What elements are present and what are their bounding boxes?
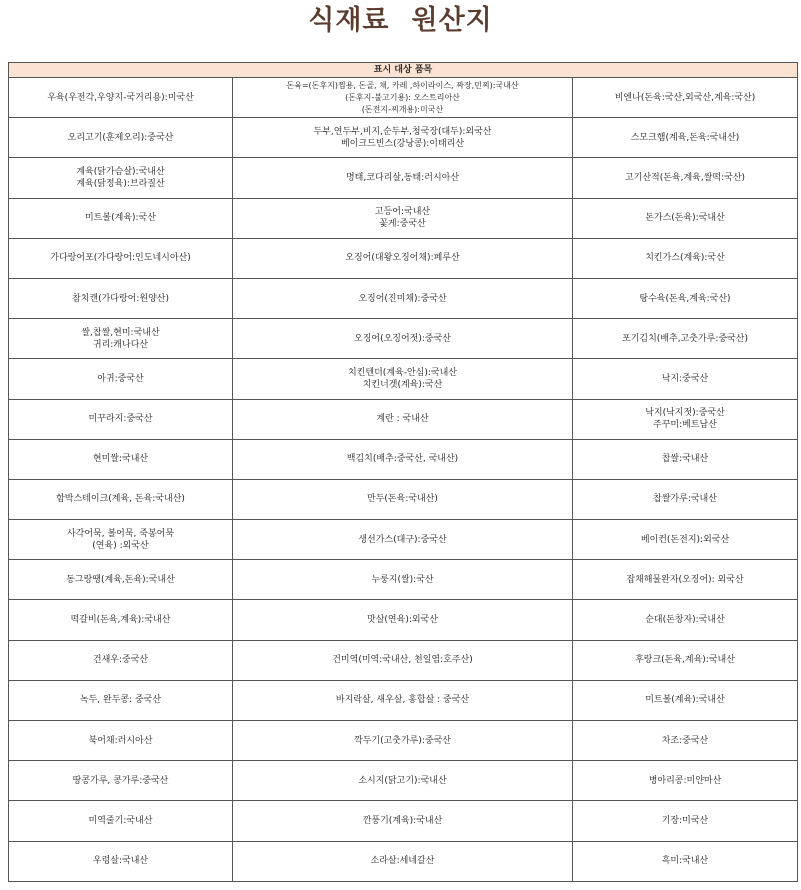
cell-text-line: 맛살(연육):외국산 — [367, 615, 438, 626]
table-cell — [573, 439, 798, 479]
table-cell — [573, 680, 798, 720]
table-cell — [233, 319, 573, 359]
cell-text-line: 떡갈비(돈육,계육):국내산 — [70, 615, 171, 626]
cell-text-line: 치킨텐더(계육-안심):국내산 — [348, 367, 457, 378]
cell-text-line: 건미역(미역:국내산, 천일염:호주산) — [332, 655, 473, 666]
table-row — [9, 721, 798, 761]
table-row — [9, 560, 798, 600]
cell-text-line: 계란 : 국내산 — [376, 414, 429, 425]
cell-text-line: 깍두기(고춧가루):중국산 — [354, 735, 451, 746]
cell-text-line: 오징어(진미채):중국산 — [358, 293, 447, 304]
table-cell — [233, 680, 573, 720]
cell-text-line: (돈후지-불고기용): 오스트리아산 — [345, 92, 460, 102]
table-row — [9, 801, 798, 841]
cell-text-line: 우육(우전각,우양지-국거리용):미국산 — [47, 92, 194, 103]
table-cell — [573, 399, 798, 439]
cell-text-line: 낙지(낙지젓):중국산 — [645, 408, 725, 419]
table-cell — [9, 560, 233, 600]
cell-text-line: 땅콩가루, 콩가루:중국산 — [72, 775, 169, 786]
table-cell — [9, 319, 233, 359]
cell-text-line: 오징어(오징어젓):중국산 — [354, 333, 451, 344]
cell-text-line: 함박스테이크(계육, 돈육:국내산) — [56, 494, 185, 505]
table-row — [9, 841, 798, 881]
table-cell — [9, 238, 233, 278]
cell-text-line: 비엔나(돈육:국산,외국산,계육:국산) — [614, 92, 756, 103]
table-cell — [233, 238, 573, 278]
table-cell — [573, 560, 798, 600]
cell-text-line: 미역줄기:국내산 — [88, 815, 153, 826]
table-cell — [573, 801, 798, 841]
table-cell — [9, 198, 233, 238]
table-cell — [233, 78, 573, 118]
table-row — [9, 238, 798, 278]
cell-text-line: (돈전지-찌개용):미국산 — [361, 104, 444, 114]
table-cell — [233, 399, 573, 439]
cell-text-line: 소라살:세네갈산 — [370, 856, 435, 867]
cell-text-line: 두부,연두부,비지,순두부,청국장(대두):외국산 — [313, 126, 492, 137]
table-header: 표시 대상 품목 — [9, 63, 798, 78]
table-cell — [233, 118, 573, 158]
cell-text-line: 누룽지(쌀):국산 — [371, 574, 434, 585]
table-row — [9, 78, 798, 118]
cell-text-line: 건새우:중국산 — [92, 655, 149, 666]
table-cell — [9, 359, 233, 399]
cell-text-line: 찹쌀:국내산 — [661, 454, 709, 465]
table-cell — [233, 359, 573, 399]
table-cell — [233, 640, 573, 680]
cell-text-line: 돈육=(돈후지)찜용, 돈골, 채, 카레 ,하이라이스, 짜장,민찌):국내산 — [286, 80, 519, 90]
cell-text-line: 미꾸라지:중국산 — [88, 414, 153, 425]
table-row — [9, 600, 798, 640]
table-cell — [233, 560, 573, 600]
table-cell — [573, 238, 798, 278]
cell-text-line: 꽃게:중국산 — [379, 219, 426, 230]
table-cell — [573, 158, 798, 198]
table-cell — [9, 761, 233, 801]
cell-text-line: 탕수육(돈육,계육:국산) — [639, 293, 731, 304]
cell-text-line: 차조:중국산 — [661, 735, 709, 746]
table-cell — [9, 399, 233, 439]
cell-text-line: (연육) :외국산 — [92, 540, 149, 551]
cell-text-line: 백김치(배추:중국산, 국내산) — [346, 454, 459, 465]
cell-text-line: 아귀:중국산 — [97, 373, 144, 384]
cell-text-line: 순대(돈창자):국내산 — [645, 615, 725, 626]
cell-text-line: 참치캔(가다랑어:원양산) — [72, 293, 169, 304]
origin-table — [8, 62, 798, 882]
page-title — [0, 2, 801, 52]
cell-text-line: 명태,코다리살,동태:러시아산 — [345, 172, 460, 183]
table-row — [9, 680, 798, 720]
cell-text-line: 북어채:러시아산 — [88, 735, 153, 746]
table-row — [9, 198, 798, 238]
cell-text-line: 계육(닭정육):브라질산 — [76, 178, 165, 189]
table-row — [9, 520, 798, 560]
table-row — [9, 479, 798, 519]
cell-text-line: 바지락살, 새우살, 홍합살 : 중국산 — [335, 695, 470, 706]
cell-text-line: 치킨가스(계육):국산 — [645, 253, 725, 264]
cell-text-line: 쌀,찹쌀,현미:국내산 — [81, 327, 160, 338]
cell-text-line: 포기김치(배추,고춧가루:중국산) — [622, 333, 748, 344]
table-cell — [9, 721, 233, 761]
table-cell — [9, 158, 233, 198]
table-cell — [233, 479, 573, 519]
cell-text-line: 가다랑어포(가다랑어:인도네시아산) — [50, 253, 191, 264]
table-row — [9, 278, 798, 318]
table-row — [9, 359, 798, 399]
table-row — [9, 118, 798, 158]
cell-text-line: 녹두, 완두콩: 중국산 — [79, 695, 162, 706]
title-word-1: 식재료 — [308, 5, 390, 36]
table-body — [9, 78, 798, 882]
table-cell — [233, 801, 573, 841]
cell-text-line: 생선가스(대구):중국산 — [358, 534, 447, 545]
cell-text-line: 후랑크(돈육,계육):국내산 — [635, 655, 735, 666]
cell-text-line: 현미쌀:국내산 — [92, 454, 149, 465]
cell-text-line: 미트볼(계육):국산 — [85, 213, 156, 224]
cell-text-line: 오리고기(훈제오리):중국산 — [67, 132, 174, 143]
cell-text-line: 낙지:중국산 — [661, 373, 709, 384]
table-cell — [233, 841, 573, 881]
table-cell — [573, 479, 798, 519]
table-cell — [573, 520, 798, 560]
table-cell — [9, 479, 233, 519]
cell-text-line: 만두(돈육:국내산) — [367, 494, 438, 505]
table-cell — [9, 841, 233, 881]
table-cell — [573, 841, 798, 881]
cell-text-line: 잡채해물완자(오징어): 외국산 — [626, 574, 744, 585]
table-cell — [233, 198, 573, 238]
cell-text-line: 귀리:캐나다산 — [92, 339, 149, 350]
cell-text-line: 사각어묵, 볼어묵, 죽봉어묵 — [66, 528, 175, 539]
table-cell — [573, 721, 798, 761]
cell-text-line: 동그랑땡(계육,돈육):국내산 — [66, 574, 175, 585]
cell-text-line: 베이컨(돈전지):외국산 — [640, 534, 730, 545]
cell-text-line: 돈가스(돈육):국내산 — [645, 213, 725, 224]
table-cell — [9, 801, 233, 841]
table-row — [9, 640, 798, 680]
cell-text-line: 스모크햄(계육,돈육:국내산) — [630, 132, 740, 143]
cell-text-line: 치킨너겟(계육):국산 — [362, 379, 443, 390]
table-cell — [233, 721, 573, 761]
cell-text-line: 계육(닭가슴살):국내산 — [76, 166, 165, 177]
cell-text-line: 기장:미국산 — [661, 815, 709, 826]
table-row — [9, 399, 798, 439]
table-cell — [573, 640, 798, 680]
table-cell — [573, 198, 798, 238]
table-cell — [573, 78, 798, 118]
table-row — [9, 158, 798, 198]
table-cell — [9, 439, 233, 479]
cell-text-line: 찹쌀가루:국내산 — [653, 494, 717, 505]
table-cell — [9, 680, 233, 720]
table-cell — [9, 78, 233, 118]
table-cell — [9, 640, 233, 680]
table-cell — [233, 278, 573, 318]
cell-text-line: 오징어(대왕오징어채):페루산 — [345, 253, 460, 264]
cell-text-line: 흑미:국내산 — [661, 856, 709, 867]
table-cell — [9, 600, 233, 640]
table-cell — [233, 600, 573, 640]
cell-text-line: 미트볼(계육):국내산 — [645, 695, 725, 706]
table-cell — [573, 761, 798, 801]
cell-text-line: 베이크드빈스(강낭콩):이태리산 — [340, 138, 465, 149]
table-cell — [233, 761, 573, 801]
table-cell — [9, 118, 233, 158]
cell-text-line: 우렁살:국내산 — [92, 856, 149, 867]
cell-text-line: 고기산적(돈육,계육,쌀떡:국산) — [624, 172, 746, 183]
table-cell — [233, 520, 573, 560]
table-cell — [233, 439, 573, 479]
table-row — [9, 761, 798, 801]
cell-text-line: 소시지(닭고기):국내산 — [358, 775, 447, 786]
table-cell — [573, 278, 798, 318]
table-cell — [9, 278, 233, 318]
cell-text-line: 깐풍기(계육):국내산 — [362, 815, 443, 826]
table-cell — [233, 158, 573, 198]
cell-text-line: 병아리콩:미얀마산 — [648, 775, 722, 786]
table-header-row — [9, 63, 798, 78]
table-row — [9, 319, 798, 359]
cell-text-line: 주꾸미:베트남산 — [653, 420, 717, 431]
table-row — [9, 439, 798, 479]
table-cell — [573, 118, 798, 158]
cell-text-line: 고등어:국내산 — [374, 207, 431, 218]
title-word-2: 원산지 — [411, 5, 493, 36]
table-cell — [573, 319, 798, 359]
table-cell — [9, 520, 233, 560]
table-cell — [573, 359, 798, 399]
table-cell — [573, 600, 798, 640]
